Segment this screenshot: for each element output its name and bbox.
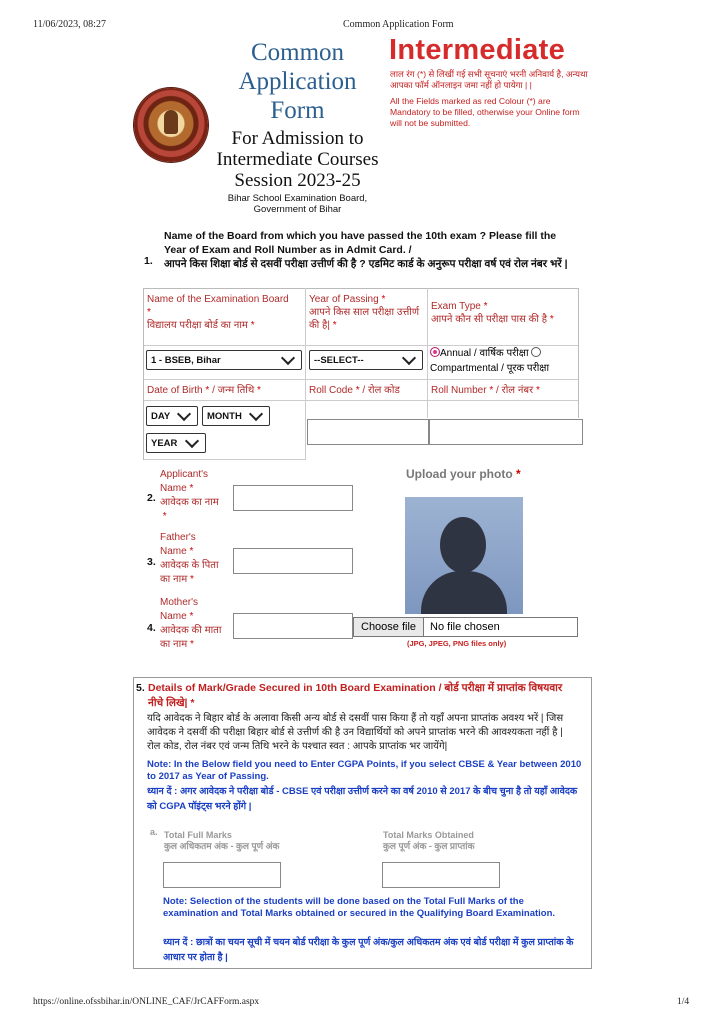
marks-section-instructions: यदि आवेदक ने बिहार बोर्ड के अलावा किसी अन्य बोर्ड से दसवीं पास किया हैं तो यहाँ अपना प्राप्तांक अवश्य भरें | जिस आवेदक ने दसवीं की परीक्षा बिहार बोर्ड से उत्तीर्ण की है उन विद्यार्थियों को अपने प्राप्तांक भरने की आवश्यकता नहीं है | रोल कोड, रोल नंबर एवं जन्म तिथि भरने के पश्चात स्वत : आपके प्राप्तांक भर जायेंगे| bbox=[147, 713, 564, 752]
dob-day-select[interactable]: DAY bbox=[146, 406, 198, 426]
chevron-down-icon bbox=[177, 406, 191, 420]
year-label: Year of Passing * आपने किस साल परीक्षा उत्तीर्ण की है| * bbox=[309, 294, 420, 331]
q2-number: 2. bbox=[147, 492, 156, 504]
sub-a-label: a. bbox=[150, 827, 158, 837]
exam-type-radios bbox=[430, 346, 578, 376]
dob-year-select[interactable]: YEAR bbox=[146, 433, 206, 453]
photo-format-hint: (JPG, JPEG, PNG files only) bbox=[407, 639, 507, 648]
chevron-down-icon bbox=[402, 350, 416, 364]
q4-number: 4. bbox=[147, 622, 156, 634]
file-status: No file chosen bbox=[430, 621, 500, 633]
total-full-marks-label: Total Full Marks कुल अधिकतम अंक - कुल पूर्ण अंक bbox=[164, 830, 280, 851]
photo-file-input[interactable] bbox=[353, 617, 578, 637]
mandatory-note-hindi: लाल रंग (*) से लिखीं गई सभी सूचनाएं भरनी अनिवार्य है, अन्यथा आपका फॉर्म ऑनलाइन जमा नहीं हो पायेगा | | bbox=[390, 69, 588, 90]
roll-code-label: Roll Code * / रोल कोड bbox=[309, 385, 400, 396]
annual-radio[interactable] bbox=[430, 347, 440, 357]
page-url: https://online.ofssbihar.in/ONLINE_CAF/JrCAFForm.aspx bbox=[33, 997, 260, 1007]
selection-note-english: Note: Selection of the students will be done based on the Total Full Marks of the examination and Total Marks obtained or secured in the Qualifying Board Examination. bbox=[163, 896, 556, 919]
dob-month-select[interactable]: MONTH bbox=[202, 406, 270, 426]
chevron-down-icon bbox=[185, 433, 199, 447]
total-marks-obtained-label: Total Marks Obtained कुल पूर्ण अंक - कुल प्राप्तांक bbox=[383, 830, 475, 851]
applicant-name-label: Applicant's Name * आवेदक का नाम * bbox=[160, 469, 219, 522]
mother-name-label: Mother's Name * आवेदक की माता का नाम * bbox=[160, 597, 222, 650]
page-number: 1/4 bbox=[677, 997, 690, 1007]
form-subtitle: For Admission to Intermediate Courses Session 2023-25 bbox=[216, 128, 379, 191]
annual-label: Annual / वार्षिक परीक्षा bbox=[440, 348, 529, 359]
print-page-title: Common Application Form bbox=[343, 19, 454, 30]
board-name: Bihar School Examination Board, Government of Bihar bbox=[227, 193, 368, 215]
upload-photo-label: Upload your photo * bbox=[406, 467, 521, 481]
mother-name-input[interactable] bbox=[233, 613, 353, 639]
dob-label: Date of Birth * / जन्म तिथि * bbox=[147, 385, 261, 396]
form-title: Common Application Form bbox=[238, 39, 357, 124]
q1-question: Name of the Board from which you have passed the 10th exam ? Please fill the Year of Exam and Roll Number as in Admit Card. / आपने किस शिक्षा बोर्ड से दसवीं परीक्षा उत्तीर्ण की है ? एडमिट कार्ड के अनुरूप परीक्षा वर्ष एवं रोल नंबर भरें | bbox=[164, 230, 568, 270]
cgpa-note-english: Note: In the Below field you need to Enter CGPA Points, if you select CBSE & Year between 2010 to 2017 as Year of Passing. bbox=[147, 759, 582, 782]
total-full-marks-input[interactable] bbox=[163, 862, 281, 888]
q3-number: 3. bbox=[147, 556, 156, 568]
roll-code-input[interactable] bbox=[307, 419, 429, 445]
applicant-name-input[interactable] bbox=[233, 485, 353, 511]
father-name-input[interactable] bbox=[233, 548, 353, 574]
roll-number-label: Roll Number * / रोल नंबर * bbox=[431, 385, 540, 396]
mandatory-note-english: All the Fields marked as red Colour (*) are Mandatory to be filled, otherwise your Online form will not be submitted. bbox=[390, 96, 580, 128]
q5-number: 5. bbox=[136, 682, 145, 694]
board-select[interactable]: 1 - BSEB, Bihar bbox=[146, 350, 302, 370]
year-of-passing-select[interactable]: --SELECT-- bbox=[309, 350, 423, 370]
print-datetime: 11/06/2023, 08:27 bbox=[33, 19, 106, 30]
cgpa-note-hindi: ध्यान दें : अगर आवेदक ने परीक्षा बोर्ड - CBSE एवं परीक्षा उत्तीर्ण करने का वर्ष 2010 से 2017 के बीच चुना है तो यहाँ आवेदक को CGPA पॉइंट्स भरने होंगे | bbox=[147, 786, 578, 812]
exam-type-label: Exam Type * आपने कौन सी परीक्षा पास की है * bbox=[431, 301, 554, 325]
roll-number-input[interactable] bbox=[429, 419, 583, 445]
selection-note-hindi: ध्यान दें : छात्रों का चयन सूची में चयन बोर्ड परीक्षा के कुल पूर्ण अंक/कुल अधिकतम अंक एवं बोर्ड परीक्षा में कुल प्राप्तांक के आधार पर होता है | bbox=[163, 937, 574, 963]
board-label: Name of the Examination Board * विद्यालय परीक्षा बोर्ड का नाम * bbox=[147, 294, 289, 331]
intermediate-badge: Intermediate bbox=[389, 34, 566, 66]
choose-file-button[interactable]: Choose file bbox=[354, 618, 424, 636]
father-name-label: Father's Name * आवेदक के पिता का नाम * bbox=[160, 532, 219, 585]
chevron-down-icon bbox=[249, 406, 263, 420]
photo-placeholder-avatar bbox=[405, 497, 523, 614]
q1-grid bbox=[143, 288, 579, 460]
compartmental-label: Compartmental / पूरक परीक्षा bbox=[430, 363, 550, 374]
compartmental-radio[interactable] bbox=[531, 347, 541, 357]
q1-number: 1. bbox=[144, 255, 153, 267]
total-marks-obtained-input[interactable] bbox=[382, 862, 500, 888]
chevron-down-icon bbox=[281, 350, 295, 364]
marks-section-title: Details of Mark/Grade Secured in 10th Board Examination / बोर्ड परीक्षा में प्राप्तांक विषयवार नीचे लिखे| * bbox=[148, 682, 563, 709]
